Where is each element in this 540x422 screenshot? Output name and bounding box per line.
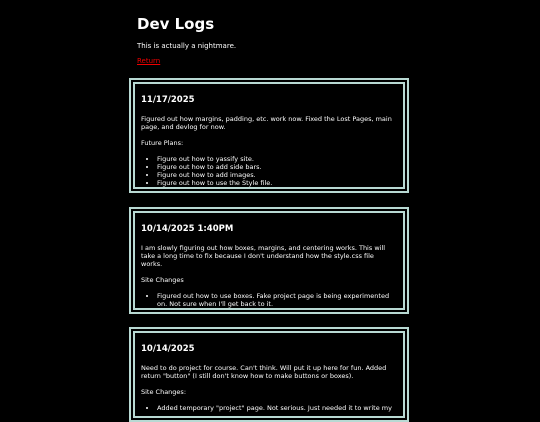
entry-date: 11/17/2025: [141, 95, 195, 105]
entry-text: Need to do project for course. Can't think. Will put it up here for fun. Added return "button" (I still don't know how to make buttons or boxes).: [141, 364, 387, 380]
log-entry-inner: [133, 331, 405, 418]
entry-list: [141, 155, 397, 187]
list-item: • Figure out how to use the Style file.: [157, 179, 397, 187]
list-item: • Figured out how to use boxes. Fake project page is being experimented on. Not sure when I'll get back to it.: [157, 292, 397, 308]
page-subtitle: This is actually a nightmare.: [137, 42, 237, 50]
list-item: • Figure out how to yassify site.: [157, 155, 397, 163]
entry-text: Figured out how margins, padding, etc. work now. Fixed the Lost Pages, main page, and devlog for now.: [141, 115, 392, 131]
return-link[interactable]: Return: [137, 57, 161, 65]
entry-date: 10/14/2025: [141, 344, 195, 354]
list-item: • Figure out how to add images.: [157, 171, 397, 179]
entry-list: [141, 404, 397, 412]
list-item: • Figure out how to add side bars.: [157, 163, 397, 171]
log-entry: [129, 78, 409, 193]
entry-subheading: Site Changes:: [141, 388, 187, 396]
page-title: Dev Logs: [137, 15, 215, 33]
entry-subheading: Future Plans:: [141, 139, 184, 147]
log-entry: [129, 327, 409, 422]
entry-subheading: Site Changes: [141, 276, 184, 284]
log-entry-inner: [133, 211, 405, 310]
log-entry-inner: [133, 82, 405, 189]
entry-list: [141, 292, 397, 308]
entry-text: I am slowly figuring out how boxes, margins, and centering works. This will take a long time to fix because I don't understand how the style.css file works.: [141, 244, 386, 268]
entry-date: 10/14/2025 1:40PM: [141, 224, 234, 234]
log-entry: [129, 207, 409, 314]
list-item: • Added temporary "project" page. Not serious. Just needed it to write my: [157, 404, 397, 412]
